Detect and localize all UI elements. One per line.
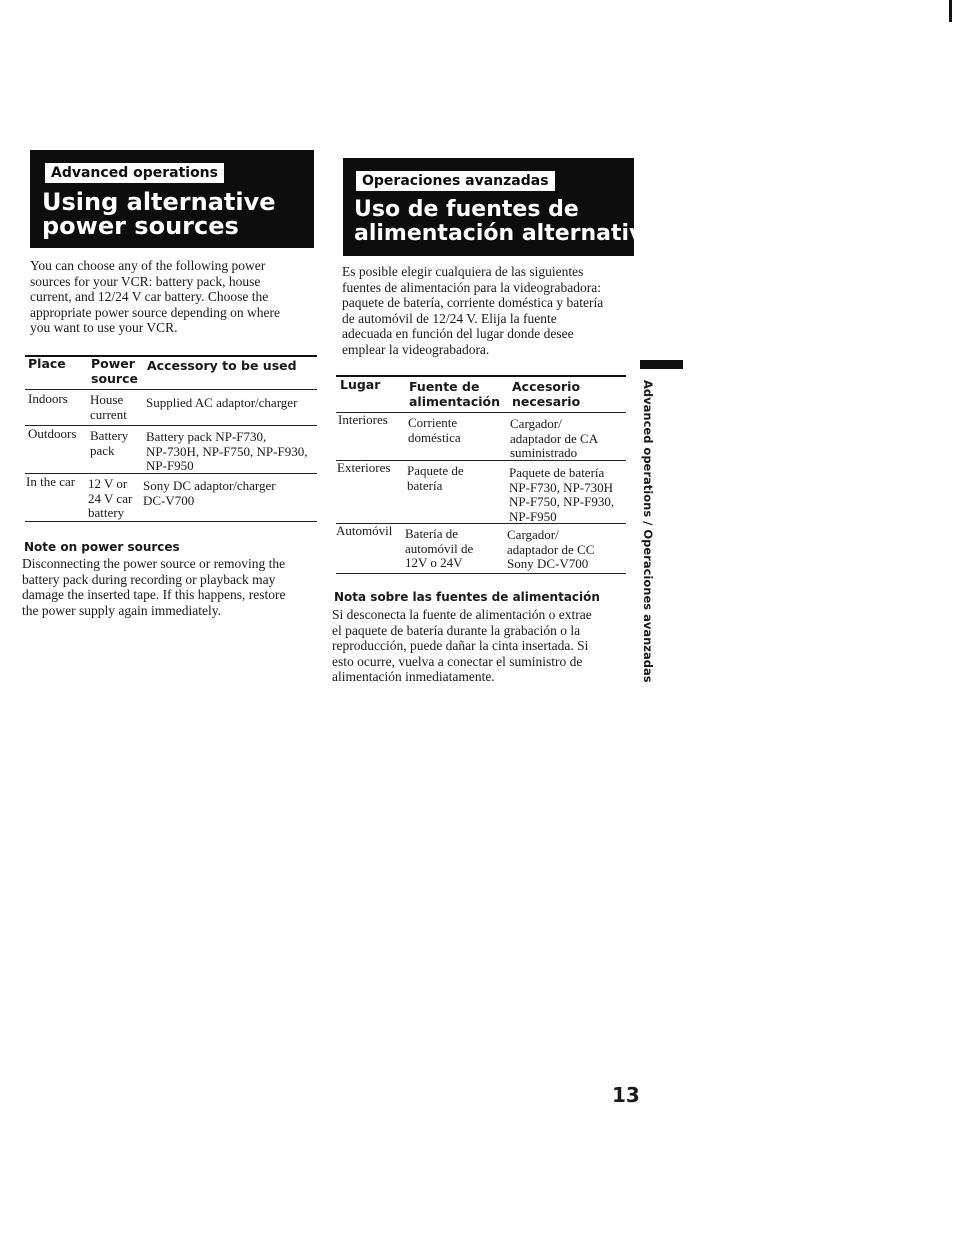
table-cell-accessory: Supplied AC adaptor/charger (146, 395, 298, 410)
english-intro-line: sources for your VCR: battery pack, house (30, 273, 261, 289)
table-cell-place: Exteriores (337, 460, 391, 475)
spanish-intro-line: Es posible elegir cualquiera de las siguientes (342, 264, 584, 279)
spanish-intro-line: emplear la videograbadora. (342, 341, 490, 357)
table-rule (25, 389, 317, 390)
header-place: Place (28, 356, 66, 371)
side-tab-label: Advanced operations / Operaciones avanzadas (641, 380, 655, 683)
table-cell-accessory: Paquete de batería NP-F730, NP-730H NP-F750, NP-F930, NP-F950 (509, 465, 615, 524)
table-rule (25, 521, 317, 522)
table-rule (336, 573, 626, 574)
table-cell-accessory: Cargador/ adaptador de CA suministrado (510, 416, 599, 460)
english-title-line: Using alternative (42, 188, 276, 216)
table-cell-accessory: Sony DC adaptor/charger DC-V700 (143, 478, 276, 508)
spanish-power-table (336, 375, 626, 575)
english-intro-line: current, and 12/24 V car battery. Choose the (30, 289, 269, 305)
table-cell-accessory: Cargador/ adaptador de CC Sony DC-V700 (507, 527, 595, 571)
english-intro-line: you want to use your VCR. (30, 320, 178, 336)
spanish-note-line: el paquete de batería durante la grabación o la (332, 622, 581, 638)
side-tab-marker (640, 360, 683, 369)
spanish-note-heading: Nota sobre las fuentes de alimentación (334, 590, 600, 604)
spanish-title-line: Uso de fuentes de (354, 197, 579, 222)
english-note-paragraph (22, 556, 286, 618)
table-cell-place: Outdoors (28, 426, 77, 441)
spanish-note-line: esto ocurre, vuelva a conectar el suministro de (332, 653, 583, 669)
table-cell-source: Corriente doméstica (408, 415, 461, 445)
table-cell-source: Paquete de batería (407, 463, 464, 493)
english-page-title (42, 190, 276, 238)
english-section-tag: Advanced operations (43, 161, 226, 185)
spanish-intro-paragraph (342, 264, 603, 358)
spanish-intro-line: de automóvil de 12/24 V. Elija la fuente (342, 310, 557, 326)
table-cell-place: Interiores (338, 412, 388, 427)
table-cell-source: Battery pack (90, 428, 129, 458)
spanish-note-paragraph (332, 607, 592, 685)
english-intro-line: You can choose any of the following power (30, 258, 266, 273)
spanish-page-title (354, 198, 671, 246)
english-note-line: the power supply again immediately. (22, 602, 221, 618)
spanish-title-line: alimentación alternativas (354, 221, 672, 246)
spanish-intro-line: adecuada en función del lugar donde desee (342, 326, 574, 342)
english-note-line: battery pack during recording or playback may (22, 571, 276, 587)
spanish-note-line: Si desconecta la fuente de alimentación o extrae (332, 607, 592, 622)
spanish-note-line: reproducción, puede dañar la cinta insertada. Si (332, 638, 589, 654)
table-cell-source: House current (90, 392, 127, 422)
header-accessory: Accessory to be used (147, 358, 297, 373)
table-top-rule (25, 355, 317, 357)
table-cell-place: Automóvil (336, 523, 393, 538)
table-cell-place: Indoors (28, 391, 68, 406)
english-intro-line: appropriate power source depending on where (30, 304, 281, 320)
edge-mark (949, 0, 952, 22)
header-accessory: Accesorio necesario (512, 379, 581, 409)
table-cell-place: In the car (26, 474, 76, 489)
spanish-section-tag: Operaciones avanzadas (354, 169, 557, 193)
english-header-banner (30, 150, 314, 248)
english-intro-paragraph (30, 258, 280, 336)
table-cell-accessory: Battery pack NP-F730, NP-730H, NP-F750, NP-F930, NP-F950 (146, 429, 308, 473)
header-place: Lugar (340, 377, 381, 392)
page-number: 13 (612, 1083, 640, 1107)
english-note-line: Disconnecting the power source or removing the (22, 556, 286, 571)
spanish-note-line: alimentación inmediatamente. (332, 669, 495, 685)
spanish-header-banner (343, 158, 672, 256)
english-note-heading: Note on power sources (24, 540, 180, 554)
english-note-line: damage the inserted tape. If this happens, restore (22, 587, 286, 603)
header-power-source: Power source (91, 356, 138, 386)
table-cell-source: Batería de automóvil de 12V o 24V (405, 526, 474, 570)
header-power-source: Fuente de alimentación (409, 379, 500, 409)
spanish-intro-line: paquete de batería, corriente doméstica y batería (342, 295, 604, 311)
table-cell-source: 12 V or 24 V car battery (88, 476, 133, 520)
spanish-intro-line: fuentes de alimentación para la videograbadora: (342, 279, 602, 295)
english-title-line: power sources (42, 212, 239, 240)
english-power-table (25, 355, 317, 525)
